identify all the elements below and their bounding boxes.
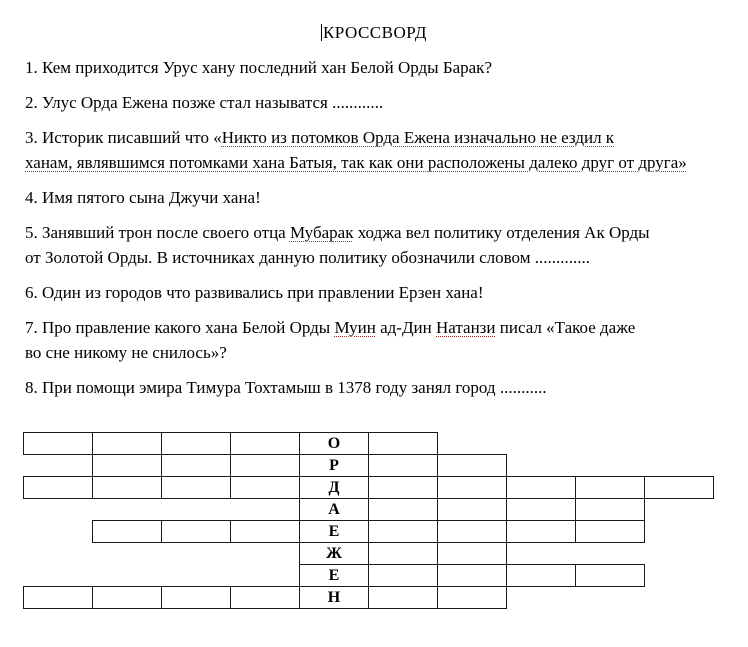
clue-line (25, 245, 723, 270)
crossword-empty-cell[interactable] (92, 520, 162, 543)
clue-text: ходжа вел политику отделения Ак Орды (353, 223, 650, 242)
crossword-letter-cell[interactable] (299, 586, 369, 609)
crossword-empty-cell[interactable] (92, 586, 162, 609)
crossword-empty-cell[interactable] (368, 454, 438, 477)
clue-line (25, 280, 723, 305)
crossword-empty-cell[interactable] (23, 586, 93, 609)
crossword-row (299, 542, 506, 565)
spellchecked-text: Муин (334, 318, 376, 337)
clue-line (25, 220, 723, 245)
clue (25, 220, 723, 270)
crossword-empty-cell[interactable] (368, 542, 438, 565)
page-title: КРОССВОРД (322, 23, 428, 42)
crossword-letter-cell[interactable] (299, 454, 369, 477)
spellchecked-text: ханам, являвшимся потомками хана Батыя, так как они расположены далеко друг от друга» (25, 153, 687, 172)
clue-line (25, 55, 723, 80)
clue-text: 6. Один из городов что развивались при правлении Ерзен хана! (25, 283, 484, 302)
crossword-empty-cell[interactable] (230, 586, 300, 609)
crossword-row (92, 454, 506, 477)
crossword-empty-cell[interactable] (437, 454, 507, 477)
clue-text: 1. Кем приходится Урус хану последний хан Белой Орды Барак? (25, 58, 492, 77)
crossword-letter: Е (328, 566, 340, 584)
crossword-empty-cell[interactable] (437, 498, 507, 521)
crossword-empty-cell[interactable] (92, 454, 162, 477)
clue (25, 375, 723, 400)
clue-line (25, 315, 723, 340)
crossword-empty-cell[interactable] (644, 476, 714, 499)
crossword-empty-cell[interactable] (230, 454, 300, 477)
crossword-empty-cell[interactable] (230, 432, 300, 455)
clue-line (25, 90, 723, 115)
clue-list (25, 55, 723, 400)
crossword-row (23, 586, 506, 609)
crossword-letter-cell[interactable] (299, 564, 369, 587)
crossword-empty-cell[interactable] (437, 586, 507, 609)
crossword-row (23, 476, 713, 499)
crossword-empty-cell[interactable] (230, 476, 300, 499)
crossword-letter: Р (329, 456, 339, 474)
crossword-empty-cell[interactable] (23, 432, 93, 455)
crossword-empty-cell[interactable] (368, 432, 438, 455)
clue (25, 315, 723, 365)
crossword-empty-cell[interactable] (161, 454, 231, 477)
crossword-empty-cell[interactable] (506, 520, 576, 543)
crossword-empty-cell[interactable] (92, 432, 162, 455)
crossword-empty-cell[interactable] (575, 498, 645, 521)
crossword-letter: О (327, 434, 341, 452)
clue-line (25, 125, 723, 150)
crossword-empty-cell[interactable] (368, 564, 438, 587)
crossword-letter: Ж (326, 544, 342, 562)
crossword-letter-cell[interactable] (299, 432, 369, 455)
spellchecked-text: Никто из потомков Орда Ежена изначально не ездил к (221, 128, 615, 147)
clue (25, 185, 723, 210)
clue-line (25, 185, 723, 210)
clue-text: во сне никому не снилось»? (25, 343, 227, 362)
crossword-letter-cell[interactable] (299, 476, 369, 499)
crossword-empty-cell[interactable] (230, 520, 300, 543)
crossword-empty-cell[interactable] (575, 476, 645, 499)
crossword-letter: А (328, 500, 340, 518)
crossword-letter: Е (328, 522, 340, 540)
crossword-empty-cell[interactable] (575, 564, 645, 587)
crossword-empty-cell[interactable] (368, 476, 438, 499)
clue-text: от Золотой Орды. В источниках данную политику обозначили словом ............. (25, 248, 590, 267)
crossword-empty-cell[interactable] (23, 476, 93, 499)
clue-text: ад-Дин (375, 318, 437, 337)
crossword-empty-cell[interactable] (437, 564, 507, 587)
clue (25, 280, 723, 305)
spellchecked-text: Натанзи (436, 318, 496, 337)
crossword-empty-cell[interactable] (437, 476, 507, 499)
spellchecked-text: Мубарак (289, 223, 354, 242)
crossword-empty-cell[interactable] (506, 498, 576, 521)
crossword-empty-cell[interactable] (575, 520, 645, 543)
crossword-empty-cell[interactable] (368, 520, 438, 543)
crossword-letter: Д (328, 478, 340, 496)
crossword-empty-cell[interactable] (506, 476, 576, 499)
crossword-empty-cell[interactable] (161, 476, 231, 499)
clue-text: 4. Имя пятого сына Джучи хана! (25, 188, 261, 207)
crossword-row (23, 432, 437, 455)
crossword-empty-cell[interactable] (368, 586, 438, 609)
crossword-letter-cell[interactable] (299, 542, 369, 565)
clue-text: 8. При помощи эмира Тимура Тохтамыш в 1378 году занял город ........... (25, 378, 547, 397)
crossword-letter-cell[interactable] (299, 520, 369, 543)
clue-text: 2. Улус Орда Ежена позже стал называтся ............ (25, 93, 384, 112)
crossword-empty-cell[interactable] (437, 520, 507, 543)
title-row (25, 20, 723, 45)
clue-text: 7. Про правление какого хана Белой Орды (25, 318, 335, 337)
crossword-empty-cell[interactable] (368, 498, 438, 521)
clue (25, 90, 723, 115)
crossword-row (299, 564, 644, 587)
crossword-row (92, 520, 644, 543)
crossword-empty-cell[interactable] (161, 586, 231, 609)
clue-text: 3. Историк писавший что « (25, 128, 222, 147)
crossword-letter: Н (327, 588, 341, 606)
crossword-empty-cell[interactable] (437, 542, 507, 565)
text-cursor-icon (321, 24, 322, 41)
clue (25, 125, 723, 175)
clue-line (25, 150, 723, 175)
crossword-empty-cell[interactable] (161, 520, 231, 543)
clue-text: писал «Такое даже (495, 318, 636, 337)
crossword-empty-cell[interactable] (506, 564, 576, 587)
crossword-grid (23, 432, 723, 610)
clue-text: 5. Занявший трон после своего отца (25, 223, 290, 242)
crossword-row (299, 498, 644, 521)
clue-line (25, 340, 723, 365)
clue (25, 55, 723, 80)
crossword-empty-cell[interactable] (161, 432, 231, 455)
clue-line (25, 375, 723, 400)
crossword-letter-cell[interactable] (299, 498, 369, 521)
crossword-empty-cell[interactable] (92, 476, 162, 499)
